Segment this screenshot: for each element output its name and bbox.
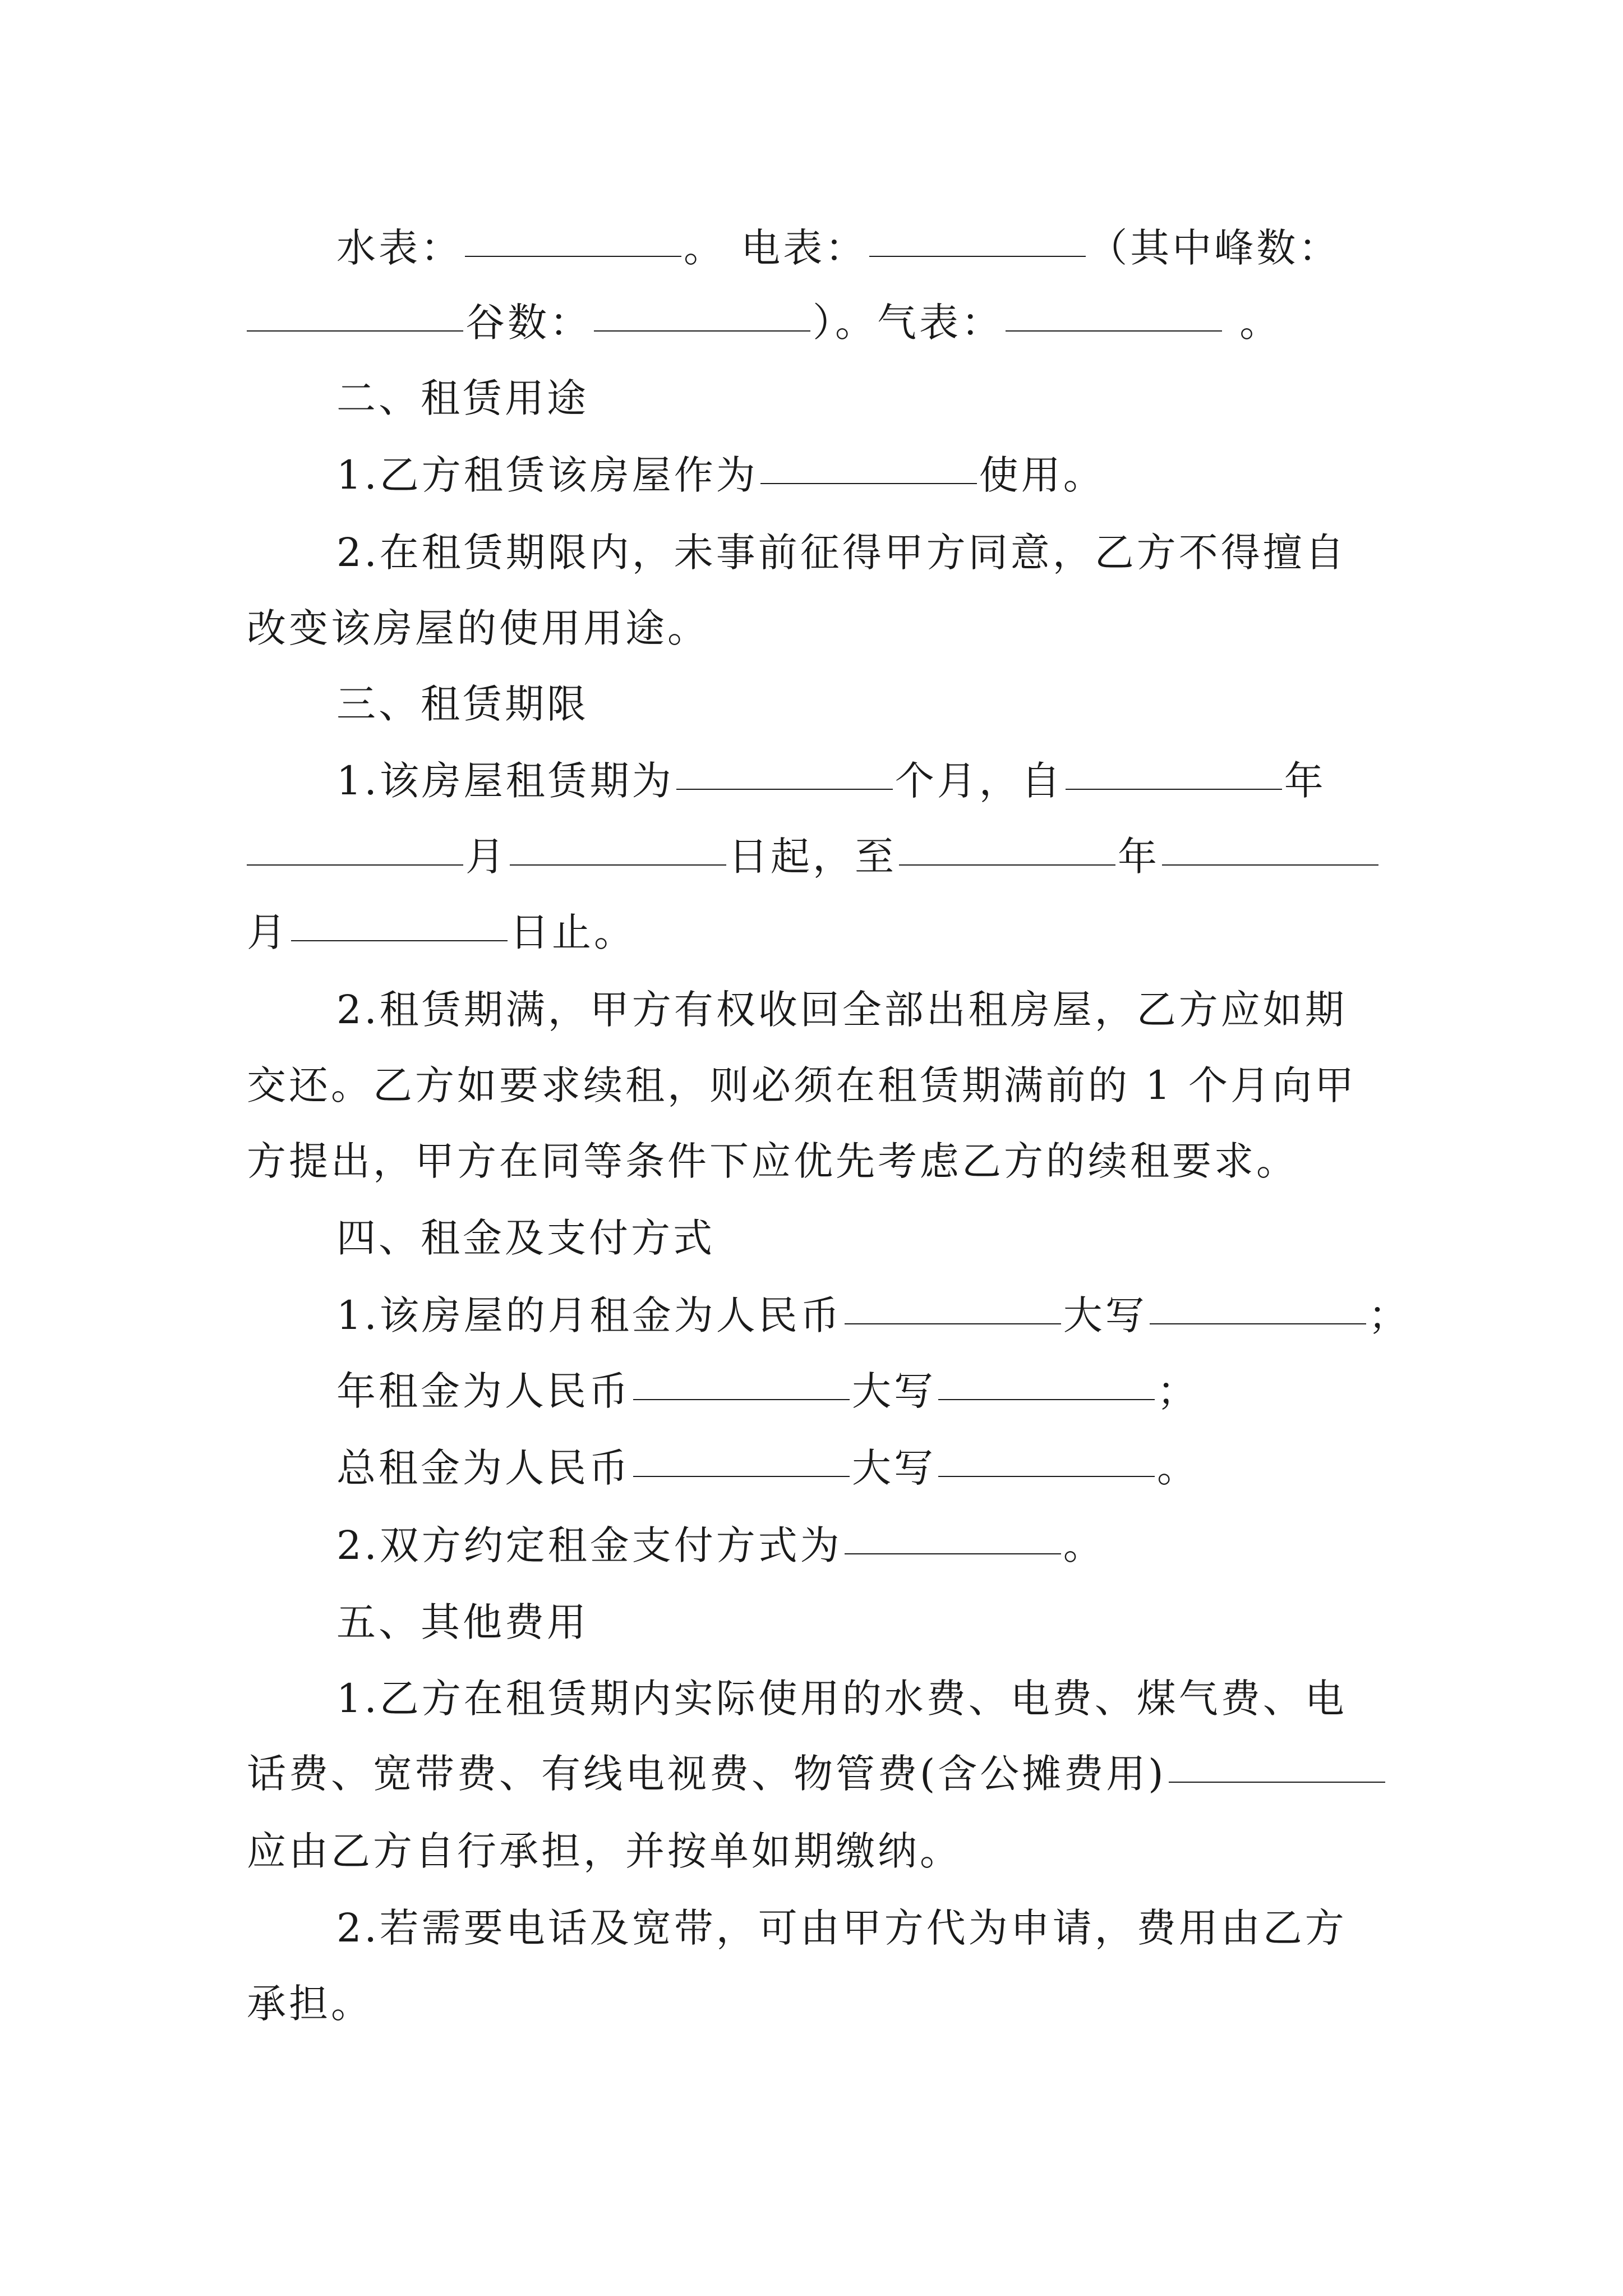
monthly-rent-blank [845, 1284, 1061, 1324]
text-segment: 总租金为人民币 [336, 1445, 631, 1491]
text-segment: 交还。乙方如要求续租，则必须在租赁期满前的 1 个月向甲 [247, 1062, 1357, 1108]
text-segment: 大写 [1063, 1292, 1147, 1338]
text-segment: 年租金为人民币 [336, 1368, 631, 1414]
section-heading-rent [247, 1210, 1391, 1266]
usage-purpose-blank [760, 444, 977, 484]
text-segment: 日止。 [510, 909, 636, 955]
yearly-rent-blank [633, 1360, 850, 1400]
total-rent-words-blank [938, 1437, 1155, 1477]
water-meter-blank [465, 217, 681, 257]
start-day-blank [510, 825, 726, 866]
text-segment: 话费、宽带费、有线电视费、物管费(含公摊费用) [247, 1751, 1166, 1797]
gas-meter-blank [1006, 291, 1222, 332]
text-segment: ； [1368, 1292, 1410, 1338]
text-segment: 2.在租赁期限内，未事前征得甲方同意，乙方不得擅自 [336, 530, 1347, 576]
start-month-blank [247, 825, 463, 866]
clause-term-2 [247, 982, 1391, 1038]
clause-rent-total [247, 1440, 1391, 1496]
section-heading-term [247, 676, 1391, 732]
clause-term-2-cont [247, 1057, 1391, 1114]
text-segment: 水表： [336, 225, 463, 271]
clause-term-1-cont [247, 829, 1391, 885]
clause-usage-2-cont [247, 600, 1391, 656]
text-segment: 月 [247, 909, 289, 955]
heading-text: 二、租赁用途 [336, 375, 589, 421]
total-rent-blank [633, 1437, 850, 1477]
fees-blank [1169, 1742, 1385, 1783]
text-segment: ）。气表： [813, 300, 1003, 346]
text-segment: 。 [1224, 300, 1282, 346]
clause-rent-monthly [247, 1287, 1410, 1343]
meter-readings-line-1 [247, 220, 1391, 276]
text-segment: 使用。 [979, 452, 1105, 498]
clause-usage-1 [247, 447, 1391, 503]
text-segment: 1.该房屋的月租金为人民币 [336, 1292, 842, 1338]
text-segment: 2.若需要电话及宽带，可由甲方代为申请，费用由乙方 [336, 1905, 1347, 1951]
electric-meter-blank [869, 217, 1086, 257]
clause-term-2-end [247, 1133, 1391, 1189]
text-segment: 。 [1157, 1445, 1199, 1491]
meter-readings-line-2 [247, 295, 1391, 351]
clause-fees-2-end [247, 1976, 1391, 2032]
clause-rent-payment [247, 1517, 1391, 1573]
heading-text: 四、租金及支付方式 [336, 1215, 715, 1261]
text-segment: 承担。 [247, 1981, 373, 2027]
heading-text: 五、其他费用 [336, 1599, 589, 1645]
section-heading-usage [247, 370, 1391, 426]
end-year-blank [899, 825, 1115, 866]
text-segment: 谷数： [465, 300, 592, 346]
text-segment: 2.双方约定租金支付方式为 [336, 1522, 842, 1568]
text-segment: 1.乙方在租赁期内实际使用的水费、电费、煤气费、电 [336, 1676, 1347, 1722]
clause-term-1 [247, 753, 1391, 809]
text-segment: 2.租赁期满，甲方有权收回全部出租房屋，乙方应如期 [336, 987, 1347, 1033]
clause-fees-1-cont [247, 1746, 1391, 1802]
clause-term-1-end [247, 904, 1391, 960]
text-segment: 方提出，甲方在同等条件下应优先考虑乙方的续租要求。 [247, 1138, 1298, 1184]
clause-fees-1-end [247, 1823, 1391, 1879]
peak-reading-blank [247, 291, 463, 332]
text-segment: 年 [1284, 758, 1326, 804]
text-segment: 大写 [852, 1445, 936, 1491]
text-segment: 应由乙方自行承担，并按单如期缴纳。 [247, 1828, 962, 1874]
text-segment: （其中峰数： [1088, 225, 1341, 271]
text-segment: 。 电表： [684, 225, 868, 271]
end-month-blank [1162, 825, 1378, 866]
text-segment: 大写 [852, 1368, 936, 1414]
text-segment: 。 [1063, 1522, 1105, 1568]
payment-method-blank [845, 1514, 1061, 1554]
text-segment: 改变该房屋的使用用途。 [247, 605, 709, 651]
text-segment: 年 [1118, 834, 1160, 880]
clause-fees-1 [247, 1671, 1391, 1727]
monthly-rent-words-blank [1150, 1284, 1366, 1324]
clause-rent-yearly [247, 1363, 1391, 1419]
valley-reading-blank [594, 291, 810, 332]
text-segment: 日起，至 [728, 834, 897, 880]
clause-fees-2 [247, 1900, 1391, 1956]
text-segment: 月 [465, 834, 508, 880]
text-segment: 1.乙方租赁该房屋作为 [336, 452, 758, 498]
yearly-rent-words-blank [938, 1360, 1155, 1400]
section-heading-other-fees [247, 1594, 1391, 1650]
end-day-blank [291, 901, 508, 941]
text-segment: ； [1157, 1368, 1199, 1414]
heading-text: 三、租赁期限 [336, 681, 589, 727]
clause-usage-2 [247, 524, 1391, 581]
start-year-blank [1066, 749, 1282, 790]
text-segment: 1.该房屋租赁期为 [336, 758, 674, 804]
text-segment: 个月，自 [895, 758, 1063, 804]
lease-months-blank [676, 749, 893, 790]
